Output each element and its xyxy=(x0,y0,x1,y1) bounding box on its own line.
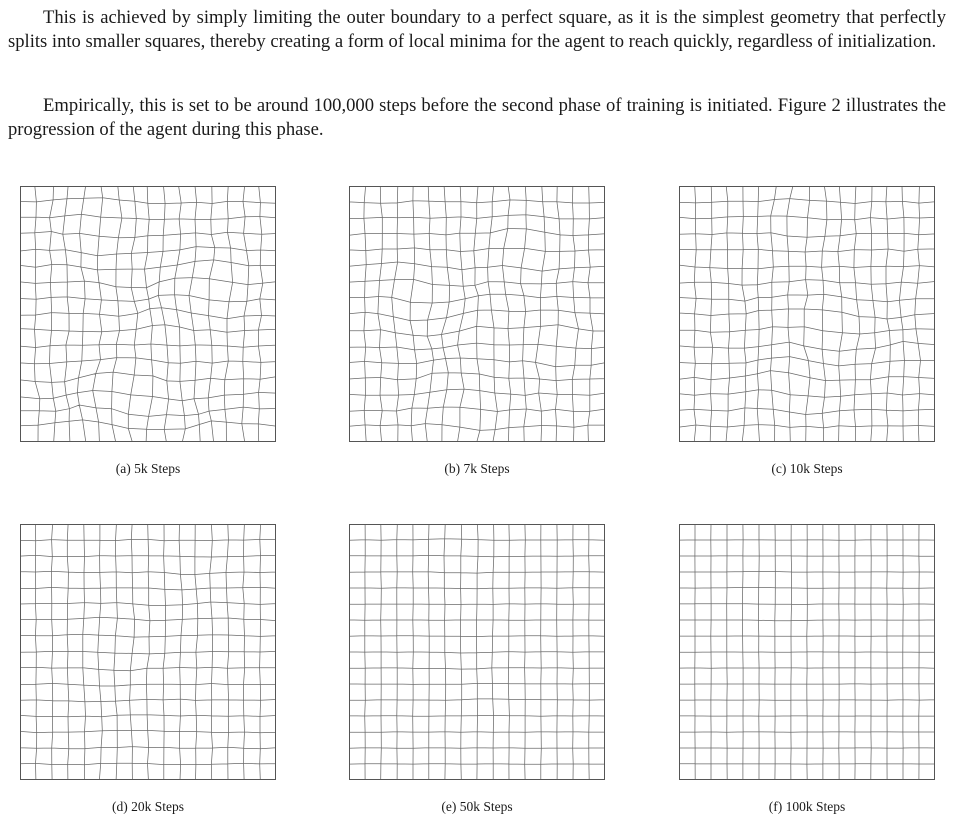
mesh-panel-d xyxy=(20,524,276,814)
mesh-panel-a xyxy=(20,186,276,476)
subfigure-caption-a: (a) 5k Steps xyxy=(115,461,181,476)
mesh-boundary xyxy=(21,187,276,442)
mesh-edges xyxy=(20,524,276,780)
paragraph-2: Empirically, this is set to be around 100,000 steps before the second phase of training is initiated. Figure 2 illustrates the progression of the agent during this phase. xyxy=(8,95,946,140)
paragraph-1: This is achieved by simply limiting the outer boundary to a perfect square, as it is the simplest geometry that perfectly splits into smaller squares, thereby creating a form of local minima for the agent to reach quickly, regardless of initialization. xyxy=(8,7,946,52)
mesh-panel-e xyxy=(349,524,605,814)
subfigure-caption-c: (c) 10k Steps xyxy=(771,461,843,476)
mesh-edges xyxy=(679,524,935,780)
mesh-edges xyxy=(679,186,935,442)
mesh-edges xyxy=(349,186,605,442)
mesh-edges xyxy=(349,524,605,780)
mesh-edges xyxy=(20,186,276,442)
subfigure-caption-e: (e) 50k Steps xyxy=(441,799,513,814)
mesh-image-b xyxy=(349,186,605,442)
mesh-image-e xyxy=(349,524,605,780)
mesh-image-a xyxy=(20,186,276,442)
mesh-image-f xyxy=(679,524,935,780)
mesh-panel-c xyxy=(679,186,935,476)
mesh-panel-b xyxy=(349,186,605,476)
subfigure-caption-d: (d) 20k Steps xyxy=(112,799,184,814)
mesh-panel-f xyxy=(679,524,935,814)
mesh-image-c xyxy=(679,186,935,442)
subfigure-caption-b: (b) 7k Steps xyxy=(444,461,510,476)
subfigure-caption-f: (f) 100k Steps xyxy=(768,799,846,814)
mesh-image-d xyxy=(20,524,276,780)
mesh-boundary xyxy=(350,187,605,442)
